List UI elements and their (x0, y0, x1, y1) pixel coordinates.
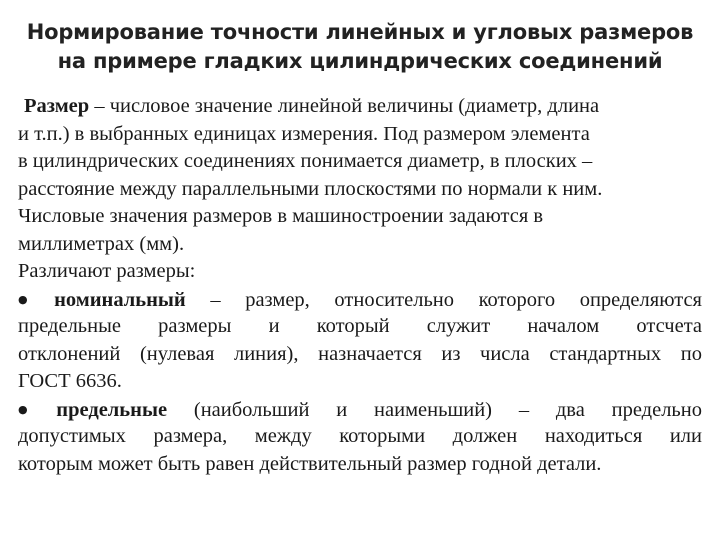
definition-line-2: и т.п.) в выбранных единицах измерения. Под размером элемента (18, 122, 590, 145)
bullet-1-line-1-text: – размер, относительно которого определяются (185, 288, 702, 311)
slide-body (18, 93, 702, 478)
slide-title (10, 18, 710, 76)
bullet-2-line-1 (18, 396, 702, 424)
definition-line-4: расстояние между параллельными плоскостями по нормали к ним. (18, 177, 603, 200)
definition-paragraph (18, 93, 702, 258)
definition-line-1-text: – числовое значение линейной величины (диаметр, длина (89, 95, 600, 117)
intro-text: Различают размеры: (18, 260, 196, 282)
definition-line-3: в цилиндрических соединениях понимается диаметр, в плоских – (18, 150, 593, 172)
bullet-2-line-2: допустимых размера, между которыми должен находиться или (18, 425, 702, 447)
definition-line-5: Числовые значения размеров в машиностроении задаются в (18, 205, 544, 227)
definition-term: Размер (24, 95, 90, 117)
definition-line-1 (18, 93, 702, 121)
bullet-1-line-2: предельные размеры и который служит началом отсчета (18, 315, 702, 337)
bullet-1-line-1 (18, 286, 702, 314)
title-line-1: Нормирование точности линейных и угловых размеров (26, 20, 694, 44)
bullet-1-line-3: отклонений (нулевая линия), назначается из числа стандартных по (18, 342, 702, 365)
bullet-2-term: предельные (56, 398, 168, 421)
definition-line-6: миллиметрах (мм). (18, 232, 185, 255)
bullet-1-line-4: ГОСТ 6636. (18, 370, 122, 392)
bullet-item-limit (18, 396, 702, 479)
bullet-1-term: номинальный (54, 288, 186, 311)
bullet-2-line-1-text: (наибольший и наименьший) – два предельно (167, 398, 702, 421)
bullet-2-line-3: которым может быть равен действительный размер годной детали. (18, 452, 602, 475)
bullet-dot-icon: ● (18, 402, 50, 416)
title-line-2: на примере гладких цилиндрических соединений (57, 49, 663, 73)
bullet-item-nominal (18, 286, 702, 396)
bullet-dot-icon: ● (18, 292, 48, 306)
